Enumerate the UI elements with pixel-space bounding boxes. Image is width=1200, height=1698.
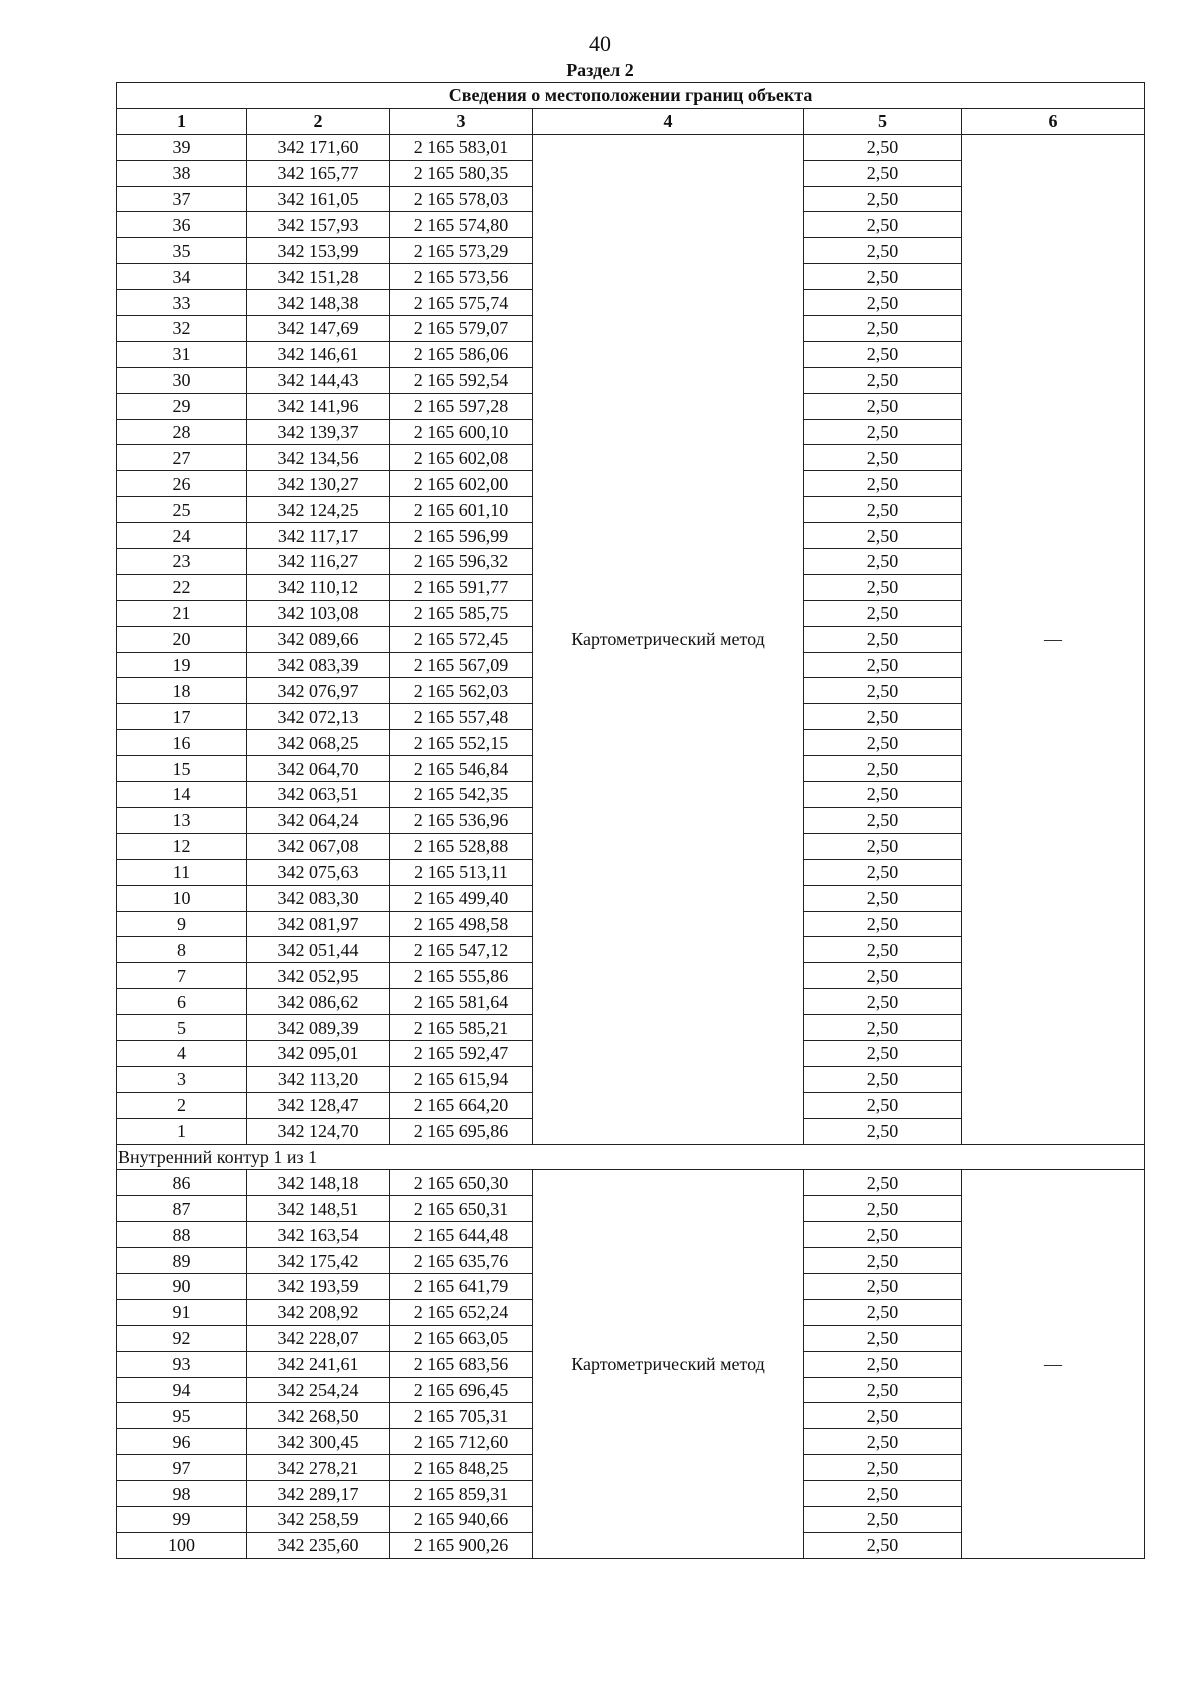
accuracy-value: 2,50: [804, 963, 962, 989]
coordinate-x: 342 124,70: [247, 1118, 390, 1144]
coordinate-x: 342 228,07: [247, 1325, 390, 1351]
coordinate-y: 2 165 575,74: [390, 290, 533, 316]
point-number: 20: [117, 626, 247, 652]
coordinate-x: 342 089,66: [247, 626, 390, 652]
coordinate-x: 342 083,39: [247, 652, 390, 678]
point-number: 27: [117, 445, 247, 471]
coordinate-y: 2 165 574,80: [390, 212, 533, 238]
accuracy-value: 2,50: [804, 1481, 962, 1507]
coordinate-x: 342 289,17: [247, 1481, 390, 1507]
accuracy-value: 2,50: [804, 859, 962, 885]
coordinate-y: 2 165 705,31: [390, 1403, 533, 1429]
coordinate-x: 342 124,25: [247, 497, 390, 523]
point-number: 89: [117, 1248, 247, 1274]
coordinate-x: 342 110,12: [247, 574, 390, 600]
point-number: 14: [117, 782, 247, 808]
accuracy-value: 2,50: [804, 756, 962, 782]
accuracy-value: 2,50: [804, 367, 962, 393]
boundaries-table: [116, 82, 1145, 1559]
coordinate-y: 2 165 601,10: [390, 497, 533, 523]
method-cell: Картометрический метод: [533, 1170, 804, 1558]
coordinate-x: 342 139,37: [247, 419, 390, 445]
coordinate-x: 342 113,20: [247, 1066, 390, 1092]
point-number: 4: [117, 1040, 247, 1066]
accuracy-value: 2,50: [804, 419, 962, 445]
coordinate-y: 2 165 650,31: [390, 1196, 533, 1222]
coordinate-x: 342 165,77: [247, 160, 390, 186]
accuracy-value: 2,50: [804, 807, 962, 833]
coordinate-x: 342 146,61: [247, 341, 390, 367]
accuracy-value: 2,50: [804, 1506, 962, 1532]
coordinate-y: 2 165 579,07: [390, 316, 533, 342]
point-number: 31: [117, 341, 247, 367]
coordinate-x: 342 157,93: [247, 212, 390, 238]
accuracy-value: 2,50: [804, 885, 962, 911]
point-number: 38: [117, 160, 247, 186]
point-number: 30: [117, 367, 247, 393]
point-number: 87: [117, 1196, 247, 1222]
coordinate-y: 2 165 585,21: [390, 1015, 533, 1041]
coordinate-x: 342 072,13: [247, 704, 390, 730]
accuracy-value: 2,50: [804, 911, 962, 937]
accuracy-value: 2,50: [804, 704, 962, 730]
coordinate-y: 2 165 664,20: [390, 1092, 533, 1118]
coordinate-y: 2 165 573,29: [390, 238, 533, 264]
coordinate-y: 2 165 600,10: [390, 419, 533, 445]
column-6-cell: —: [962, 134, 1145, 1144]
accuracy-value: 2,50: [804, 1222, 962, 1248]
point-number: 8: [117, 937, 247, 963]
coordinate-y: 2 165 596,32: [390, 549, 533, 575]
coordinate-x: 342 128,47: [247, 1092, 390, 1118]
coordinate-x: 342 278,21: [247, 1455, 390, 1481]
point-number: 98: [117, 1481, 247, 1507]
coordinate-y: 2 165 712,60: [390, 1429, 533, 1455]
coordinate-x: 342 064,70: [247, 756, 390, 782]
accuracy-value: 2,50: [804, 471, 962, 497]
point-number: 3: [117, 1066, 247, 1092]
coordinate-x: 342 144,43: [247, 367, 390, 393]
coordinate-y: 2 165 652,24: [390, 1299, 533, 1325]
accuracy-value: 2,50: [804, 316, 962, 342]
accuracy-value: 2,50: [804, 1273, 962, 1299]
coordinate-x: 342 175,42: [247, 1248, 390, 1274]
coordinate-y: 2 165 644,48: [390, 1222, 533, 1248]
point-number: 13: [117, 807, 247, 833]
accuracy-value: 2,50: [804, 989, 962, 1015]
coordinate-y: 2 165 696,45: [390, 1377, 533, 1403]
column-header: 2: [247, 108, 390, 134]
accuracy-value: 2,50: [804, 186, 962, 212]
coordinate-y: 2 165 547,12: [390, 937, 533, 963]
accuracy-value: 2,50: [804, 264, 962, 290]
coordinate-x: 342 141,96: [247, 393, 390, 419]
accuracy-value: 2,50: [804, 1325, 962, 1351]
coordinate-y: 2 165 641,79: [390, 1273, 533, 1299]
point-number: 10: [117, 885, 247, 911]
coordinate-y: 2 165 555,86: [390, 963, 533, 989]
point-number: 18: [117, 678, 247, 704]
coordinate-x: 342 052,95: [247, 963, 390, 989]
point-number: 93: [117, 1351, 247, 1377]
table-row: [117, 1170, 1145, 1196]
coordinate-y: 2 165 597,28: [390, 393, 533, 419]
accuracy-value: 2,50: [804, 1118, 962, 1144]
coordinate-y: 2 165 552,15: [390, 730, 533, 756]
accuracy-value: 2,50: [804, 160, 962, 186]
coordinate-y: 2 165 848,25: [390, 1455, 533, 1481]
page-number: 40: [589, 31, 611, 56]
point-number: 94: [117, 1377, 247, 1403]
coordinate-y: 2 165 683,56: [390, 1351, 533, 1377]
point-number: 34: [117, 264, 247, 290]
accuracy-value: 2,50: [804, 678, 962, 704]
coordinate-x: 342 258,59: [247, 1506, 390, 1532]
point-number: 88: [117, 1222, 247, 1248]
coordinate-x: 342 161,05: [247, 186, 390, 212]
coordinate-y: 2 165 557,48: [390, 704, 533, 730]
column-header: 3: [390, 108, 533, 134]
column-header: 4: [533, 108, 804, 134]
column-header-row: [117, 108, 1145, 134]
accuracy-value: 2,50: [804, 574, 962, 600]
point-number: 7: [117, 963, 247, 989]
coordinate-y: 2 165 567,09: [390, 652, 533, 678]
coordinate-x: 342 171,60: [247, 134, 390, 160]
coordinate-x: 342 193,59: [247, 1273, 390, 1299]
coordinate-x: 342 117,17: [247, 523, 390, 549]
coordinate-y: 2 165 498,58: [390, 911, 533, 937]
point-number: 100: [117, 1532, 247, 1558]
coordinate-x: 342 051,44: [247, 937, 390, 963]
contour-label-row: [117, 1144, 1145, 1170]
accuracy-value: 2,50: [804, 1351, 962, 1377]
point-number: 12: [117, 833, 247, 859]
point-number: 6: [117, 989, 247, 1015]
coordinate-x: 342 081,97: [247, 911, 390, 937]
point-number: 92: [117, 1325, 247, 1351]
point-number: 33: [117, 290, 247, 316]
point-number: 23: [117, 549, 247, 575]
coordinate-y: 2 165 940,66: [390, 1506, 533, 1532]
point-number: 35: [117, 238, 247, 264]
coordinate-x: 342 268,50: [247, 1403, 390, 1429]
accuracy-value: 2,50: [804, 1040, 962, 1066]
table-caption-row: [117, 83, 1145, 109]
coordinate-y: 2 165 583,01: [390, 134, 533, 160]
point-number: 9: [117, 911, 247, 937]
coordinate-x: 342 208,92: [247, 1299, 390, 1325]
accuracy-value: 2,50: [804, 1429, 962, 1455]
point-number: 97: [117, 1455, 247, 1481]
coordinate-y: 2 165 573,56: [390, 264, 533, 290]
accuracy-value: 2,50: [804, 1299, 962, 1325]
coordinate-x: 342 076,97: [247, 678, 390, 704]
column-header: 6: [962, 108, 1145, 134]
coordinate-x: 342 300,45: [247, 1429, 390, 1455]
point-number: 22: [117, 574, 247, 600]
coordinate-y: 2 165 528,88: [390, 833, 533, 859]
accuracy-value: 2,50: [804, 212, 962, 238]
accuracy-value: 2,50: [804, 549, 962, 575]
coordinate-y: 2 165 900,26: [390, 1532, 533, 1558]
section-title: Раздел 2: [566, 60, 634, 80]
coordinate-y: 2 165 592,47: [390, 1040, 533, 1066]
coordinate-y: 2 165 859,31: [390, 1481, 533, 1507]
coordinate-x: 342 153,99: [247, 238, 390, 264]
coordinate-x: 342 163,54: [247, 1222, 390, 1248]
coordinate-y: 2 165 536,96: [390, 807, 533, 833]
accuracy-value: 2,50: [804, 134, 962, 160]
coordinate-x: 342 116,27: [247, 549, 390, 575]
accuracy-value: 2,50: [804, 782, 962, 808]
point-number: 37: [117, 186, 247, 212]
coordinate-y: 2 165 591,77: [390, 574, 533, 600]
point-number: 2: [117, 1092, 247, 1118]
accuracy-value: 2,50: [804, 290, 962, 316]
coordinate-y: 2 165 542,35: [390, 782, 533, 808]
coordinate-y: 2 165 635,76: [390, 1248, 533, 1274]
accuracy-value: 2,50: [804, 626, 962, 652]
point-number: 39: [117, 134, 247, 160]
coordinate-x: 342 241,61: [247, 1351, 390, 1377]
point-number: 21: [117, 600, 247, 626]
coordinate-y: 2 165 578,03: [390, 186, 533, 212]
point-number: 26: [117, 471, 247, 497]
coordinate-y: 2 165 572,45: [390, 626, 533, 652]
accuracy-value: 2,50: [804, 1403, 962, 1429]
column-6-cell: —: [962, 1170, 1145, 1558]
coordinate-y: 2 165 499,40: [390, 885, 533, 911]
coordinate-x: 342 151,28: [247, 264, 390, 290]
accuracy-value: 2,50: [804, 1377, 962, 1403]
accuracy-value: 2,50: [804, 1196, 962, 1222]
coordinate-y: 2 165 602,08: [390, 445, 533, 471]
point-number: 5: [117, 1015, 247, 1041]
coordinate-y: 2 165 650,30: [390, 1170, 533, 1196]
coordinate-y: 2 165 585,75: [390, 600, 533, 626]
accuracy-value: 2,50: [804, 445, 962, 471]
accuracy-value: 2,50: [804, 341, 962, 367]
point-number: 96: [117, 1429, 247, 1455]
point-number: 36: [117, 212, 247, 238]
point-number: 24: [117, 523, 247, 549]
coordinate-y: 2 165 602,00: [390, 471, 533, 497]
point-number: 95: [117, 1403, 247, 1429]
column-header: 5: [804, 108, 962, 134]
coordinate-x: 342 235,60: [247, 1532, 390, 1558]
table-row: [117, 134, 1145, 160]
point-number: 99: [117, 1506, 247, 1532]
point-number: 29: [117, 393, 247, 419]
point-number: 11: [117, 859, 247, 885]
coordinate-x: 342 130,27: [247, 471, 390, 497]
coordinate-y: 2 165 615,94: [390, 1066, 533, 1092]
point-number: 1: [117, 1118, 247, 1144]
table-caption: Сведения о местоположении границ объекта: [117, 83, 1145, 109]
accuracy-value: 2,50: [804, 1170, 962, 1196]
point-number: 32: [117, 316, 247, 342]
coordinate-y: 2 165 581,64: [390, 989, 533, 1015]
accuracy-value: 2,50: [804, 652, 962, 678]
coordinate-x: 342 095,01: [247, 1040, 390, 1066]
column-header: 1: [117, 108, 247, 134]
accuracy-value: 2,50: [804, 937, 962, 963]
point-number: 17: [117, 704, 247, 730]
accuracy-value: 2,50: [804, 600, 962, 626]
accuracy-value: 2,50: [804, 523, 962, 549]
coordinate-x: 342 089,39: [247, 1015, 390, 1041]
point-number: 91: [117, 1299, 247, 1325]
accuracy-value: 2,50: [804, 393, 962, 419]
coordinate-x: 342 148,51: [247, 1196, 390, 1222]
coordinate-y: 2 165 546,84: [390, 756, 533, 782]
coordinate-y: 2 165 586,06: [390, 341, 533, 367]
coordinate-x: 342 067,08: [247, 833, 390, 859]
coordinate-x: 342 254,24: [247, 1377, 390, 1403]
point-number: 25: [117, 497, 247, 523]
accuracy-value: 2,50: [804, 1248, 962, 1274]
point-number: 16: [117, 730, 247, 756]
coordinate-x: 342 086,62: [247, 989, 390, 1015]
coordinate-x: 342 103,08: [247, 600, 390, 626]
point-number: 28: [117, 419, 247, 445]
coordinate-x: 342 068,25: [247, 730, 390, 756]
point-number: 86: [117, 1170, 247, 1196]
point-number: 90: [117, 1273, 247, 1299]
coordinate-x: 342 147,69: [247, 316, 390, 342]
accuracy-value: 2,50: [804, 1092, 962, 1118]
accuracy-value: 2,50: [804, 1532, 962, 1558]
accuracy-value: 2,50: [804, 730, 962, 756]
accuracy-value: 2,50: [804, 833, 962, 859]
point-number: 19: [117, 652, 247, 678]
coordinate-y: 2 165 592,54: [390, 367, 533, 393]
coordinate-y: 2 165 580,35: [390, 160, 533, 186]
coordinate-x: 342 134,56: [247, 445, 390, 471]
coordinate-y: 2 165 562,03: [390, 678, 533, 704]
accuracy-value: 2,50: [804, 1066, 962, 1092]
coordinate-x: 342 064,24: [247, 807, 390, 833]
coordinate-x: 342 063,51: [247, 782, 390, 808]
coordinate-x: 342 148,18: [247, 1170, 390, 1196]
coordinate-x: 342 148,38: [247, 290, 390, 316]
accuracy-value: 2,50: [804, 1455, 962, 1481]
coordinate-y: 2 165 695,86: [390, 1118, 533, 1144]
accuracy-value: 2,50: [804, 497, 962, 523]
coordinate-y: 2 165 663,05: [390, 1325, 533, 1351]
method-cell: Картометрический метод: [533, 134, 804, 1144]
point-number: 15: [117, 756, 247, 782]
accuracy-value: 2,50: [804, 238, 962, 264]
coordinate-x: 342 075,63: [247, 859, 390, 885]
coordinate-y: 2 165 513,11: [390, 859, 533, 885]
contour-label: Внутренний контур 1 из 1: [117, 1144, 1145, 1170]
coordinate-y: 2 165 596,99: [390, 523, 533, 549]
accuracy-value: 2,50: [804, 1015, 962, 1041]
coordinate-x: 342 083,30: [247, 885, 390, 911]
